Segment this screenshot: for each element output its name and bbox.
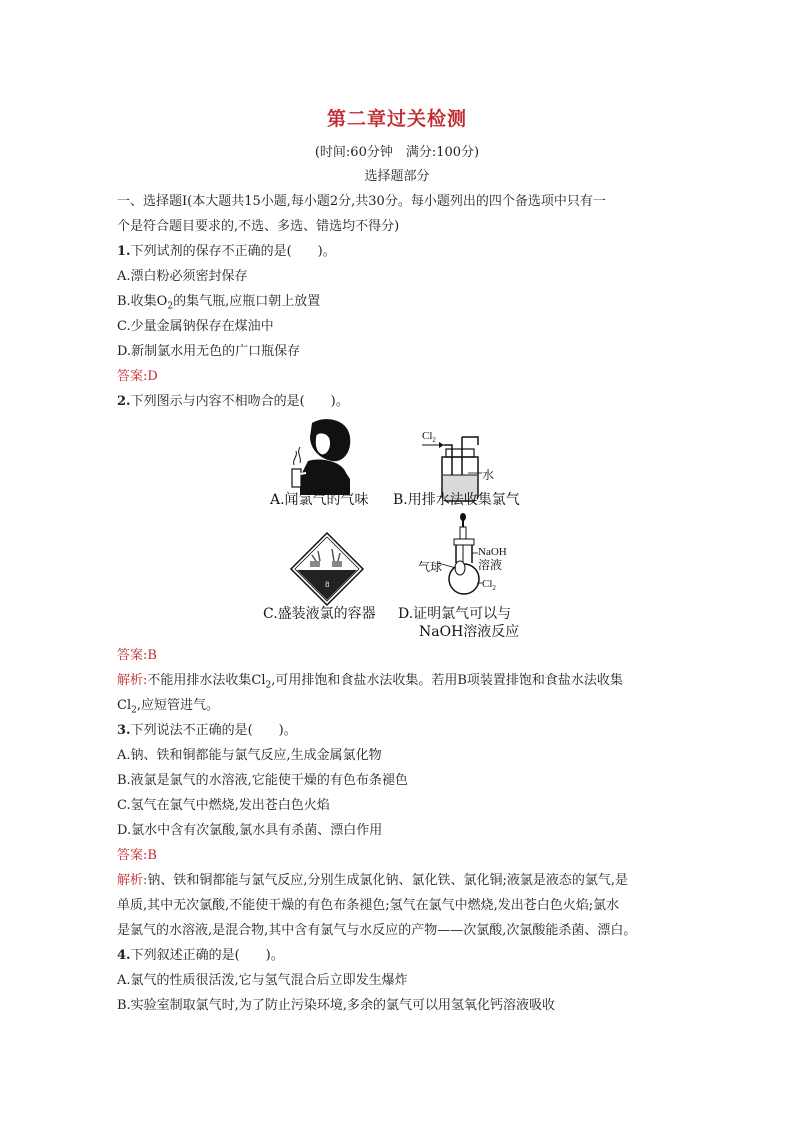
q3-analysis-line-3: 是氯气的水溶液,是混合物,其中含有氯气与水反应的产物——次氯酸,次氯酸能杀菌、漂白。 — [117, 923, 637, 938]
question-text: 下列说法不正确的是( )。 — [130, 723, 297, 738]
balloon-label: 气球 — [418, 560, 443, 574]
naoh-label: NaOH — [478, 546, 507, 558]
analysis-label: 解析: — [117, 673, 148, 688]
q4-option-a: A.氯气的性质很活泼,它与氢气混合后立即发生爆炸 — [117, 973, 408, 988]
question-number: 2. — [117, 394, 131, 409]
q3-analysis-line-1 — [117, 872, 628, 890]
intro-line-2: 个是符合题目要求的,不选、多选、错选均不得分) — [117, 219, 400, 234]
q2-analysis-line-2 — [117, 697, 219, 720]
q3-option-c: C.氢气在氯气中燃烧,发出苍白色火焰 — [117, 798, 330, 813]
q2-analysis-line-1 — [117, 672, 623, 695]
exam-meta: (时间:60分钟 满分:100分) — [314, 145, 480, 160]
q1-option-a: A.漂白粉必须密封保存 — [117, 269, 248, 284]
answer-label: 答案: — [117, 848, 148, 863]
subscript: 2 — [131, 705, 137, 716]
q1-option-c: C.少量金属钠保存在煤油中 — [117, 319, 274, 334]
q1-option-d: D.新制氯水用无色的广口瓶保存 — [117, 344, 301, 359]
analysis-text-rest: ,应短管进气。 — [136, 698, 219, 713]
question-number: 4. — [117, 948, 131, 963]
q2-answer — [117, 647, 157, 665]
q1-answer — [117, 368, 158, 386]
q3-option-b: B.液氯是氯气的水溶液,它能使干燥的有色布条褪色 — [117, 773, 408, 788]
section-heading: 选择题部分 — [364, 169, 430, 184]
figure-label-b: B.用排水法收集氯气 — [393, 492, 520, 508]
q3-option-a: A.钠、铁和铜都能与氯气反应,生成金属氯化物 — [117, 748, 382, 763]
hazard-diamond-sign — [291, 533, 363, 605]
page-title: 第二章过关检测 — [326, 108, 467, 130]
intro-line-1: 一、选择题Ⅰ(本大题共15小题,每小题2分,共30分。每小题列出的四个备选项中只有一 — [117, 194, 606, 209]
q3-analysis-line-2: 单质,其中无次氯酸,不能使干燥的有色布条褪色;氢气在氯气中燃烧,发出苍白色火焰;氯水 — [117, 898, 620, 913]
answer-value: B — [147, 648, 157, 663]
hazard-number: 8 — [325, 581, 330, 589]
question-3-stem — [117, 722, 297, 740]
question-number: 3. — [117, 723, 131, 738]
q4-option-b: B.实验室制取氯气时,为了防止污染环境,多余的氯气可以用氢氧化钙溶液吸收 — [117, 998, 555, 1013]
figure-label-c: C.盛装液氯的容器 — [263, 606, 376, 622]
q3-answer — [117, 847, 157, 865]
option-text-rest: 的集气瓶,应瓶口朝上放置 — [173, 294, 321, 309]
figure-label-a: A.闻氯气的气味 — [270, 492, 369, 508]
analysis-text: Cl — [117, 698, 132, 713]
q3-option-d: D.氯水中含有次氯酸,氯水具有杀菌、漂白作用 — [117, 823, 383, 838]
subscript: 2 — [167, 301, 174, 312]
analysis-text: 不能用排水法收集Cl — [147, 673, 266, 688]
q1-option-b — [117, 293, 320, 316]
question-4-stem — [117, 947, 284, 965]
person-smelling-illustration — [292, 419, 350, 495]
figure-label-d-line2: NaOH溶液反应 — [419, 624, 520, 640]
question-text: 下列叙述正确的是( )。 — [130, 948, 284, 963]
water-label: 水 — [482, 468, 495, 482]
question-text: 下列图示与内容不相吻合的是( )。 — [130, 394, 349, 409]
question-number: 1. — [117, 244, 131, 259]
option-text: B.收集O — [117, 294, 168, 309]
analysis-label: 解析: — [117, 873, 148, 888]
flask-apparatus — [418, 513, 507, 594]
answer-label: 答案: — [117, 648, 148, 663]
flask-cl2-label: $Cl_2$ — [482, 578, 496, 592]
question-1-stem — [117, 243, 336, 261]
answer-label: 答案: — [117, 369, 148, 384]
cl2-label: $Cl_2$ — [422, 430, 436, 444]
question-text: 下列试剂的保存不正确的是( )。 — [130, 244, 336, 259]
solution-label: 溶液 — [478, 558, 503, 572]
question-2-stem — [117, 393, 349, 411]
answer-value: B — [147, 848, 157, 863]
question-2-figure — [270, 415, 540, 635]
analysis-text: 钠、铁和铜都能与氯气反应,分别生成氯化钠、氯化铁、氯化铜;液氯是液态的氯气,是 — [147, 873, 629, 888]
figure-label-d-line1: D.证明氯气可以与 — [398, 606, 512, 622]
subscript: 2 — [265, 680, 272, 691]
analysis-text-rest: ,可用排饱和食盐水法收集。若用B项装置排饱和食盐水法收集 — [271, 673, 623, 688]
answer-value: D — [147, 369, 158, 384]
